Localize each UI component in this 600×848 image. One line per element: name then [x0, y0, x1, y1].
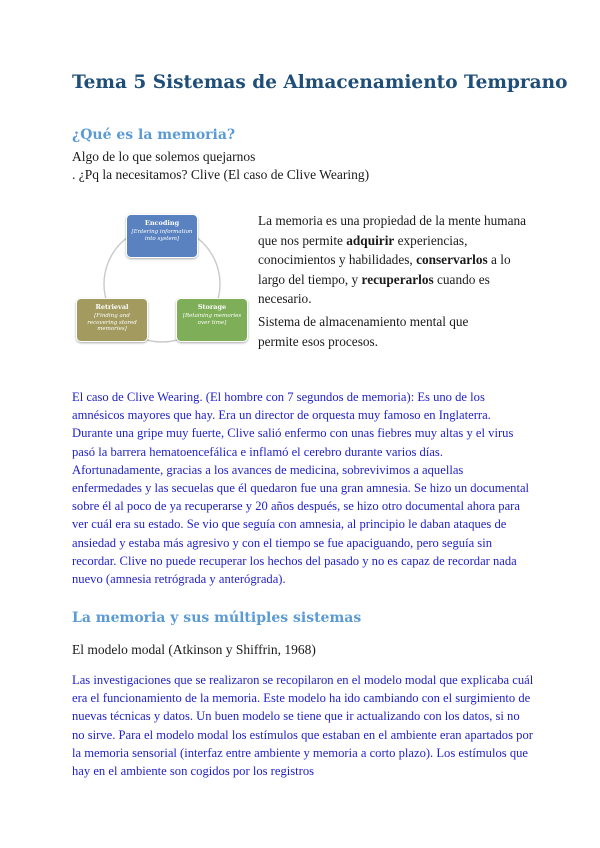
- section-heading-multiples-sistemas: La memoria y sus múltiples sistemas: [72, 610, 362, 626]
- keyword-conservarlos: conservarlos: [416, 252, 488, 267]
- memory-definition-paragraph: [258, 211, 536, 309]
- intro-line-1: Algo de lo que solemos quejarnos: [72, 149, 256, 164]
- memory-cycle-diagram: [72, 212, 248, 350]
- keyword-recuperarlos: recuperarlos: [361, 271, 434, 287]
- memory-system-paragraph: Sistema de almacenamiento mental que permite esos procesos.: [258, 314, 469, 349]
- definition-text: cuando es necesario.: [258, 271, 490, 306]
- intro-line-2: . ¿Pq la necesitamos? Clive (El caso de Clive Wearing): [72, 167, 370, 182]
- keyword-adquirir: adquirir: [346, 232, 395, 248]
- storage-description: [Retaining memories over time]: [182, 313, 242, 326]
- modal-model-subheading: El modelo modal (Atkinson y Shiffrin, 1968): [72, 642, 316, 657]
- definition-text: La memoria es una propiedad de la mente humana que nos permite: [258, 213, 527, 248]
- retrieval-description: [Finding and recovering stored memories]: [87, 313, 137, 332]
- definition-text: experiencias, conocimientos y habilidades,: [258, 232, 468, 267]
- encoding-title: Encoding: [144, 219, 180, 227]
- document-title: Tema 5 Sistemas de Almacenamiento Temprano: [72, 72, 568, 93]
- retrieval-title: Retrieval: [95, 303, 129, 311]
- storage-node: [176, 298, 248, 342]
- definition-text: a lo largo del tiempo, y: [258, 252, 511, 287]
- retrieval-node: [76, 298, 148, 342]
- encoding-node: [126, 214, 198, 258]
- encoding-description: [Entering information into system]: [131, 229, 193, 242]
- storage-title: Storage: [197, 303, 227, 311]
- modal-model-paragraph: Las investigaciones que se realizaron se recopilaron en el modelo modal que explicaba cuál era el funcionamiento de la memoria. Este modelo ha ido cambiando con el surgimiento de nuevas técnicas y datos. Un buen modelo se tiene que ir actualizando con los datos, si no no sirve. Para el modelo modal los estímulos que estaban en el ambiente eran apartados por la memoria sensorial (interfaz entre ambiente y memoria a corto plazo). Los estímulos que hay en el ambiente son cogidos por los registros: [72, 673, 534, 779]
- section-heading-que-es-la-memoria: ¿Qué es la memoria?: [72, 127, 236, 143]
- clive-wearing-paragraph: El caso de Clive Wearing. (El hombre con 7 segundos de memoria): Es uno de los amnésicos mayores que hay. Era un director de orquesta muy famoso en Inglaterra. Durante una gripe muy fuerte, Clive salió enfermo con unas fiebres muy altas y el virus pasó la barrera hematoencefálica e inflamó el cerebro durante varios días. Afortunadamente, gracias a los avances de medicina, sobrevivimos a aquellas enfermedades y las secuelas que él quedaron fue una gran amnesia. Se hizo un documental sobre él al poco de ya recuperarse y 20 años después, se hizo otro documental ahora para ver cuál era su estado. Se vio que seguía con amnesia, al principio le daban ataques de ansiedad y estaba más agresivo y con el tiempo se fue apaciguando, pero seguía sin recordar. Clive no puede recuperar los hechos del pasado y no es capaz de recordar nada nuevo (amnesia retrógrada y anterógrada).: [72, 390, 530, 587]
